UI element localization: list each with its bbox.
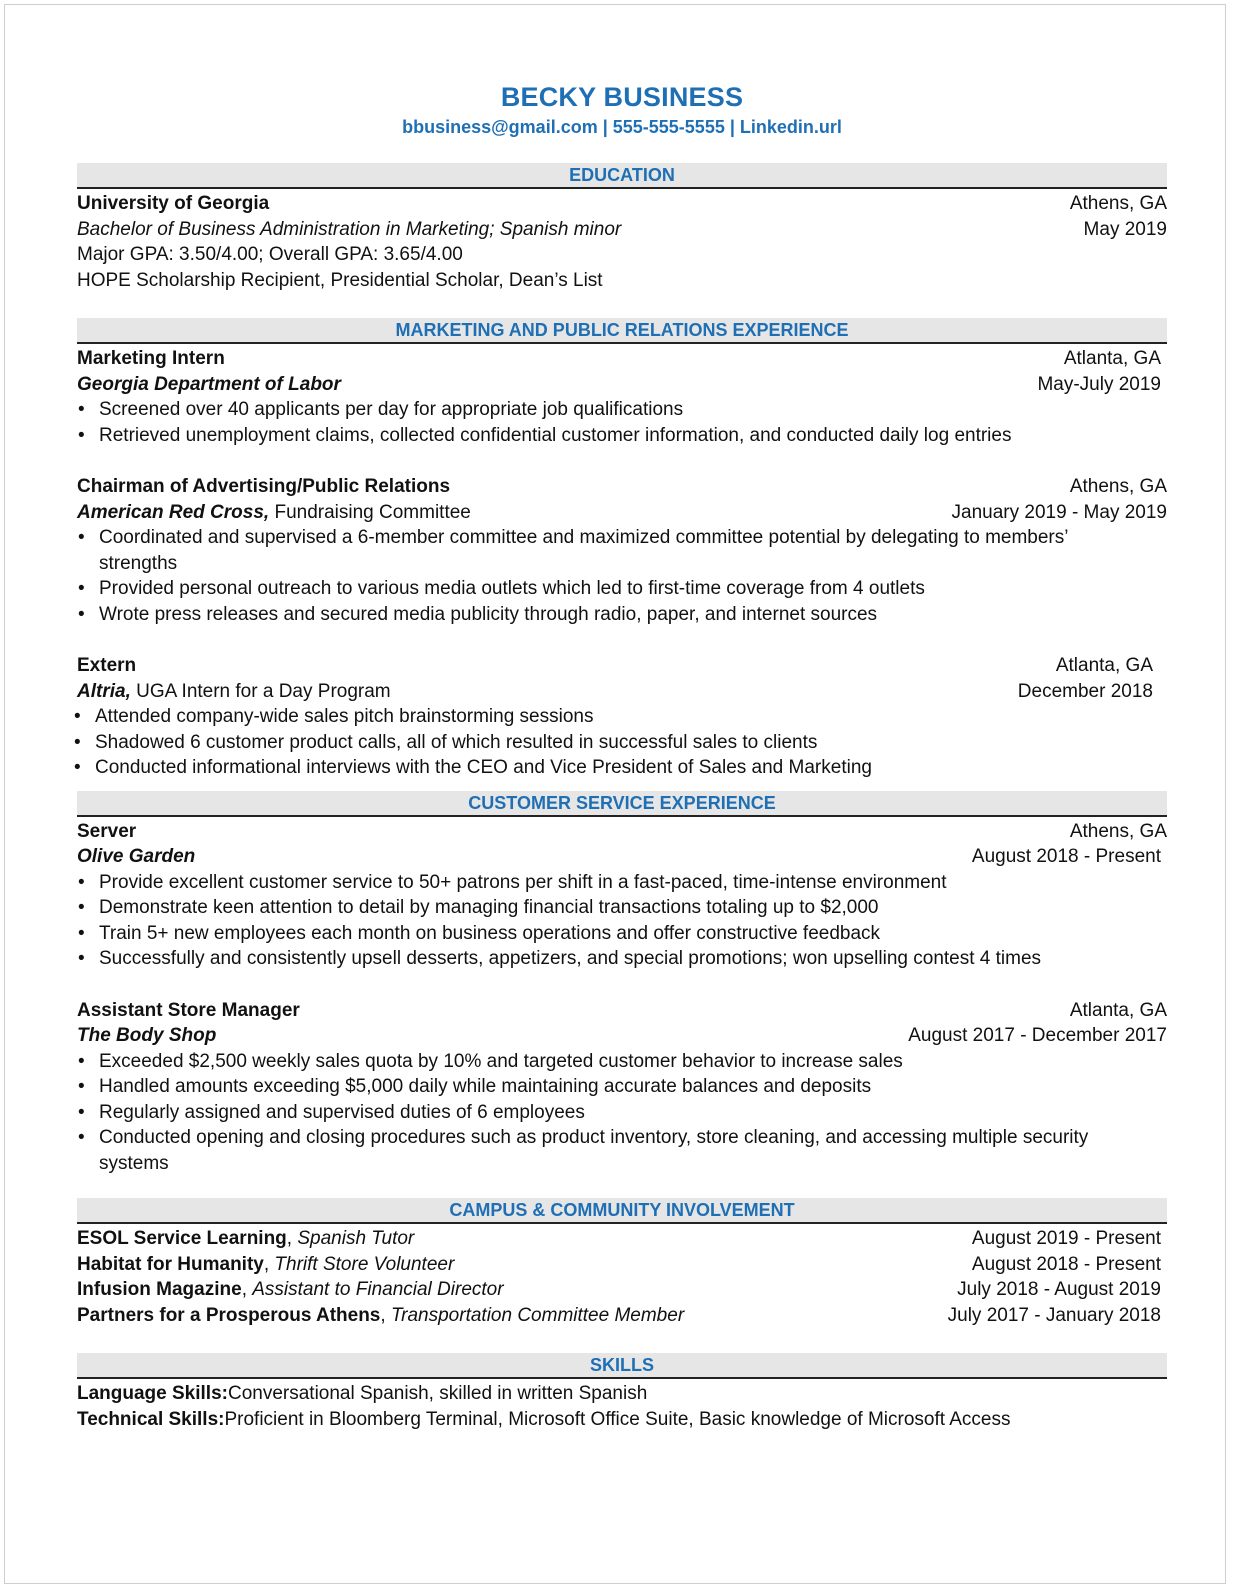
job-title-row [77,998,1167,1024]
job-title-row [77,474,1167,500]
job-bullets [77,397,1167,448]
involvement-role: Assistant to Financial Director [252,1279,504,1300]
bullet-item: • Demonstrate keen attention to detail by managing financial transactions totaling up to $2,000 [77,895,1167,921]
section-heading-skills: SKILLS [77,1353,1167,1379]
job-org: Olive Garden [77,846,196,867]
job-bullets [77,1049,1167,1177]
bullet-item: • Successfully and consistently upsell desserts, appetizers, and special promotions; won upselling contest 4 times [77,946,1167,972]
skill-row [77,1381,1167,1407]
skill-label: Language Skills: [77,1383,228,1404]
honors-line: HOPE Scholarship Recipient, Presidential Scholar, Dean’s List [77,269,603,291]
candidate-name: BECKY BUSINESS [500,82,744,112]
job-entry [77,653,1167,781]
job-location: Athens, GA [1069,476,1167,497]
bullet-item: • Provided personal outreach to various media outlets which led to first-time coverage from 4 outlets [77,576,1117,602]
skills-list [77,1381,1167,1432]
job-title-row [77,819,1167,845]
job-org-suffix: Fundraising Committee [269,501,471,523]
school-location: Athens, GA [1069,193,1167,214]
job-location: Atlanta, GA [1055,655,1153,676]
involvement-org: ESOL Service Learning [77,1228,287,1249]
contact-line: bbusiness@gmail.com | 555-555-5555 | Linkedin.url [402,117,842,137]
resume-content [77,5,1167,1432]
bullet-item: • Screened over 40 applicants per day for appropriate job qualifications [77,397,1167,423]
involvement-org: Partners for a Prosperous Athens [77,1304,381,1326]
section-heading-customer-service: CUSTOMER SERVICE EXPERIENCE [77,791,1167,817]
job-entry [77,346,1167,448]
graduation-date: May 2019 [1083,218,1167,240]
involvement-org: Habitat for Humanity [77,1253,264,1275]
job-location: Atlanta, GA [1063,348,1161,369]
involvement-date: August 2019 - Present [971,1228,1161,1249]
job-date: January 2019 - May 2019 [951,501,1167,523]
job-org-row [77,372,1167,398]
skill-label: Technical Skills: [77,1408,225,1430]
involvement-date: August 2018 - Present [971,1253,1161,1275]
job-entry [77,474,1167,627]
job-title: Server [77,820,137,842]
skill-value: Conversational Spanish, skilled in written Spanish [227,1383,648,1404]
section-heading-education: EDUCATION [77,163,1167,189]
involvement-item: Habitat for Humanity, Thrift Store Volunteer August 2018 - Present [77,1252,1167,1278]
involvement-list [77,1226,1167,1328]
job-org: Altria, [77,680,131,702]
job-org: Georgia Department of Labor [77,373,341,395]
bullet-item: • Conducted opening and closing procedures such as product inventory, store cleaning, and accessing multiple security systems [77,1125,1117,1176]
job-entry [77,819,1167,972]
bullet-item: • Regularly assigned and supervised duties of 6 employees [77,1100,1117,1126]
job-org-row [77,1023,1167,1049]
bullet-item: • Exceeded $2,500 weekly sales quota by 10% and targeted customer behavior to increase sales [77,1049,1117,1075]
bullet-item: • Coordinated and supervised a 6-member committee and maximized committee potential by delegating to members’ strengths [77,525,1117,576]
job-bullets [77,525,1167,627]
job-org: American Red Cross, [77,501,270,523]
job-title: Chairman of Advertising/Public Relations [77,476,451,497]
bullet-item: • Provide excellent customer service to 50+ patrons per shift in a fast-paced, time-intense environment [77,870,1167,896]
bullet-item: • Conducted informational interviews with the CEO and Vice President of Sales and Marketing [73,755,1167,781]
resume-page [4,4,1226,1584]
job-org: The Body Shop [77,1025,217,1046]
bullet-item: • Train 5+ new employees each month on business operations and offer constructive feedback [77,921,1167,947]
bullet-item: • Handled amounts exceeding $5,000 daily while maintaining accurate balances and deposits [77,1074,1117,1100]
bullet-item: • Wrote press releases and secured media publicity through radio, paper, and internet sources [77,602,1117,628]
job-location: Atlanta, GA [1069,999,1167,1021]
job-org-suffix: UGA Intern for a Day Program [130,680,391,702]
involvement-date: July 2017 - January 2018 [947,1304,1161,1326]
job-bullets [77,870,1167,972]
job-title-row [77,346,1167,372]
involvement-role: Transportation Committee Member [390,1304,685,1326]
job-date: May-July 2019 [1037,373,1161,395]
section-heading-involvement: CAMPUS & COMMUNITY INVOLVEMENT [77,1198,1167,1224]
resume-header [77,5,1167,141]
job-date: August 2018 - Present [971,846,1161,867]
job-date: December 2018 [1017,680,1153,702]
job-location: Athens, GA [1069,820,1167,842]
job-entry [77,998,1167,1177]
involvement-item: Infusion Magazine, Assistant to Financial Director July 2018 - August 2019 [77,1277,1167,1303]
job-title: Extern [77,655,137,676]
bullet-item: • Shadowed 6 customer product calls, all of which resulted in successful sales to clients [73,730,1167,756]
gpa-line: Major GPA: 3.50/4.00; Overall GPA: 3.65/4.00 [77,244,463,265]
job-org-row [77,500,1167,526]
education-school-row [77,191,1167,217]
skill-value: Proficient in Bloomberg Terminal, Microsoft Office Suite, Basic knowledge of Microsoft Access [224,1408,1011,1430]
job-bullets [73,704,1167,781]
involvement-org: Infusion Magazine [77,1279,242,1300]
school-name: University of Georgia [77,193,270,214]
job-title-row [77,653,1167,679]
degree: Bachelor of Business Administration in Marketing; Spanish minor [77,218,622,240]
job-title: Assistant Store Manager [77,999,300,1021]
job-title: Marketing Intern [77,348,225,369]
skill-row [77,1407,1167,1433]
bullet-item: • Retrieved unemployment claims, collected confidential customer information, and conducted daily log entries [77,423,1167,449]
involvement-date: July 2018 - August 2019 [957,1279,1161,1300]
education-degree-row [77,217,1167,243]
involvement-role: Thrift Store Volunteer [274,1253,455,1275]
involvement-item: Partners for a Prosperous Athens, Transportation Committee Member July 2017 - January 2018 [77,1303,1167,1329]
job-date: August 2017 - December 2017 [908,1025,1167,1046]
job-org-row [77,844,1167,870]
section-heading-marketing: MARKETING AND PUBLIC RELATIONS EXPERIENCE [77,318,1167,344]
involvement-role: Spanish Tutor [297,1228,415,1249]
bullet-item: • Attended company-wide sales pitch brainstorming sessions [73,704,1167,730]
involvement-item: ESOL Service Learning, Spanish Tutor August 2019 - Present [77,1226,1167,1252]
job-org-row [77,679,1167,705]
